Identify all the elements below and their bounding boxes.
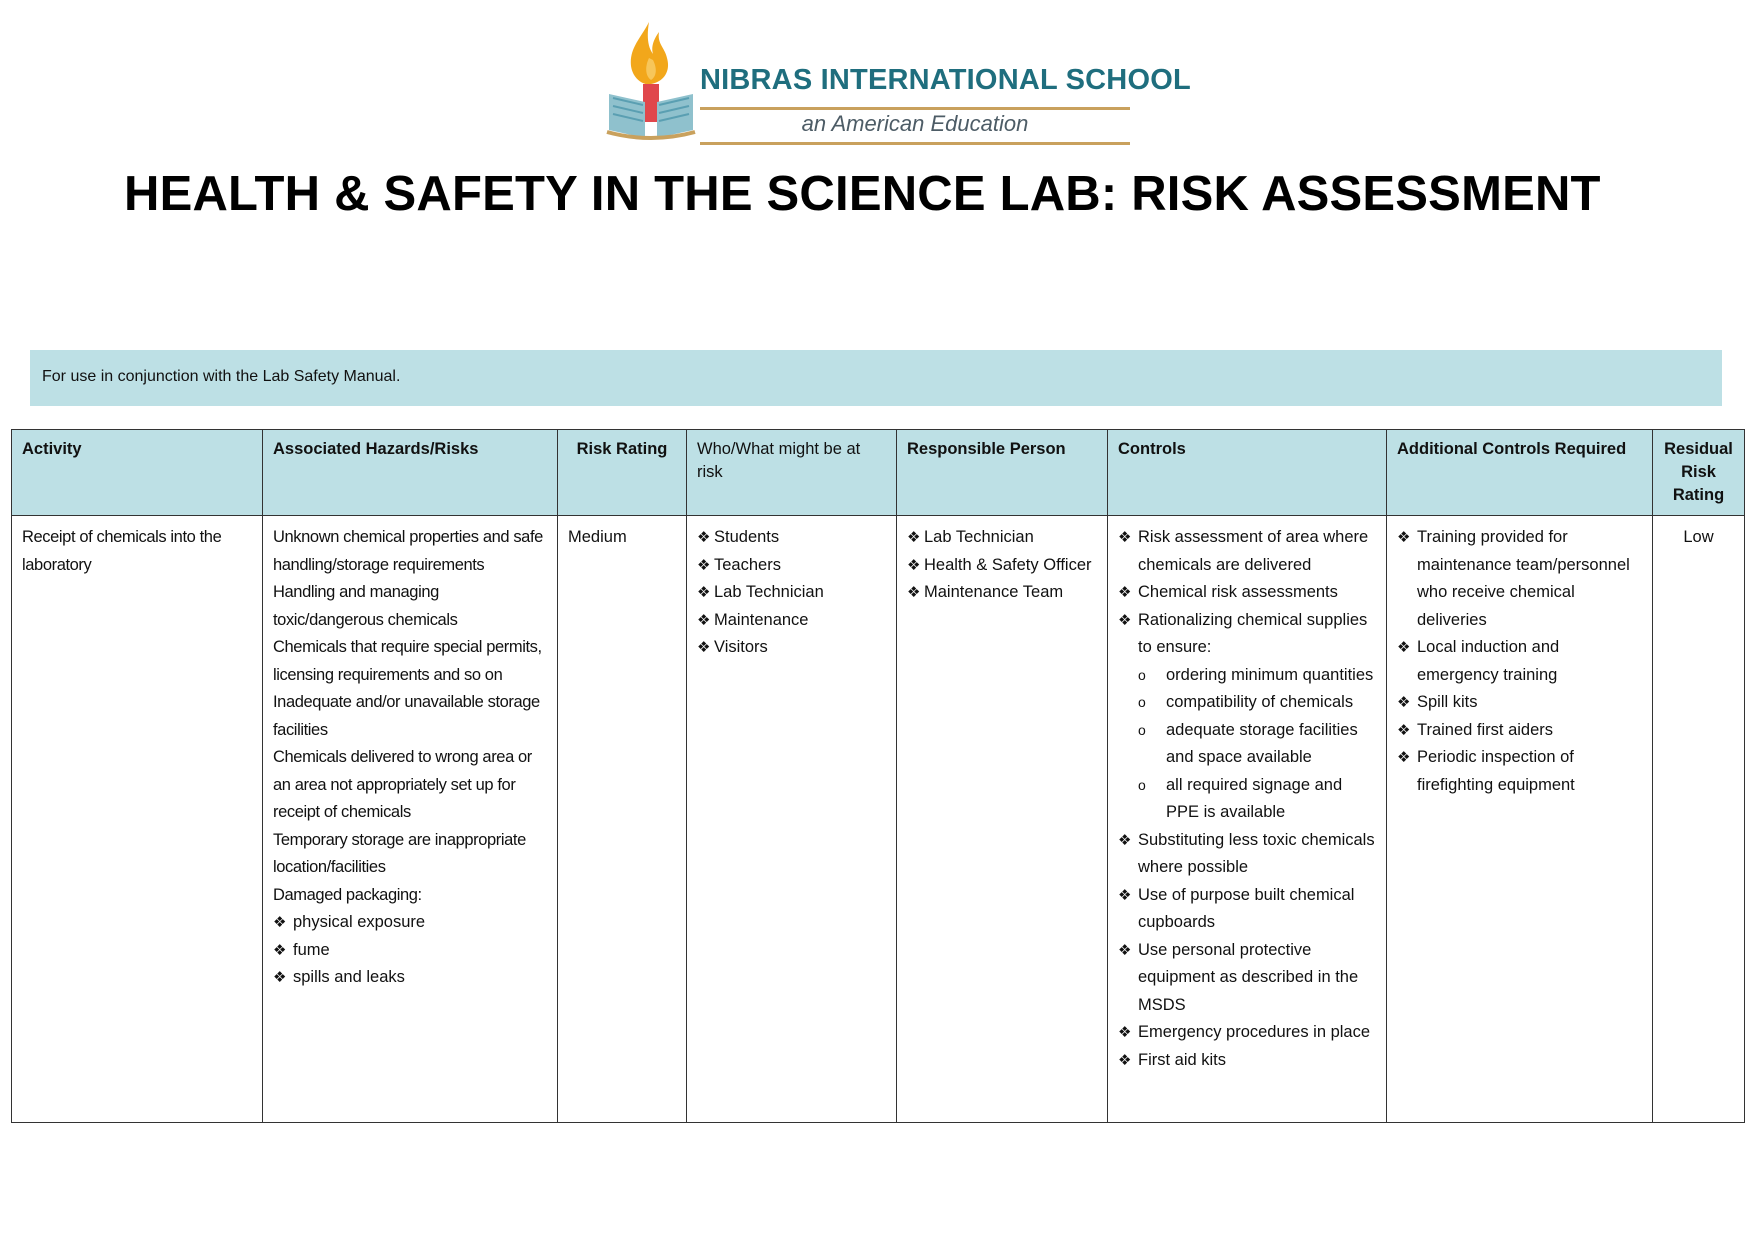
who-at-risk-list (697, 524, 886, 662)
list-item: ❖ Use of purpose built chemical cupboards (1118, 882, 1376, 937)
column-header-hazards: Associated Hazards/Risks (263, 430, 558, 516)
list-item: o ordering minimum quantities (1118, 662, 1376, 690)
column-header-risk-rating: Risk Rating (558, 430, 687, 516)
hazard-item: Chemicals that require special permits, licensing requirements and so on (273, 638, 542, 684)
list-item: o all required signage and PPE is available (1118, 772, 1376, 827)
hazard-bullet-list (273, 909, 547, 992)
school-tagline: an American Education (801, 111, 1029, 136)
list-item: o compatibility of chemicals (1118, 689, 1376, 717)
list-item: o adequate storage facilities and space available (1118, 717, 1376, 772)
hazard-item: Handling and managing toxic/dangerous chemicals (273, 583, 458, 629)
column-header-residual-risk: Residual Risk Rating (1653, 430, 1745, 516)
hazard-item: Chemicals delivered to wrong area or an area not appropriately set up for receipt of chemicals (273, 748, 532, 821)
list-item: ❖ Chemical risk assessments (1118, 579, 1376, 607)
column-header-activity: Activity (12, 430, 263, 516)
table-header-row (12, 430, 1745, 516)
list-item: ❖ First aid kits (1118, 1047, 1376, 1075)
who-at-risk-cell (687, 516, 897, 1123)
hazard-item: Inadequate and/or unavailable storage facilities (273, 693, 540, 739)
table-row (12, 516, 1745, 1123)
list-item: ❖ Local induction and emergency training (1397, 634, 1642, 689)
usage-note-text: For use in conjunction with the Lab Safety Manual. (42, 368, 401, 385)
logo-divider (700, 142, 1130, 145)
responsible-person-cell (897, 516, 1108, 1123)
controls-sub-list (1118, 662, 1376, 827)
controls-cell (1108, 516, 1387, 1123)
hazard-bullet: ❖ physical exposure (273, 909, 547, 937)
logo-divider (700, 107, 1130, 110)
activity-cell: Receipt of chemicals into the laboratory (12, 516, 263, 1123)
list-item: ❖ Lab Technician (697, 579, 886, 607)
list-item: ❖ Training provided for maintenance team/personnel who receive chemical deliveries (1397, 524, 1642, 634)
column-header-additional-controls: Additional Controls Required (1387, 430, 1653, 516)
list-item: ❖ Use personal protective equipment as described in the MSDS (1118, 937, 1376, 1020)
additional-controls-cell (1387, 516, 1653, 1123)
list-item: ❖ Students (697, 524, 886, 552)
list-item: ❖ Spill kits (1397, 689, 1642, 717)
hazards-cell (263, 516, 558, 1123)
list-item: ❖ Rationalizing chemical supplies to ensure: (1118, 607, 1376, 662)
school-name: NIBRAS INTERNATIONAL SCHOOL (700, 64, 1191, 96)
list-item: ❖ Health & Safety Officer (907, 552, 1097, 580)
list-item: ❖ Teachers (697, 552, 886, 580)
list-item: ❖ Risk assessment of area where chemicals are delivered (1118, 524, 1376, 579)
hazard-bullet: ❖ fume (273, 937, 547, 965)
list-item: ❖ Maintenance (697, 607, 886, 635)
controls-list-continued (1118, 827, 1376, 1075)
risk-assessment-table (11, 429, 1745, 1123)
page-title: HEALTH & SAFETY IN THE SCIENCE LAB: RISK ASSESSMENT (124, 167, 1601, 221)
hazard-bullet: ❖ spills and leaks (273, 964, 547, 992)
additional-controls-list (1397, 524, 1642, 799)
list-item: ❖ Lab Technician (907, 524, 1097, 552)
list-item: ❖ Visitors (697, 634, 886, 662)
hazard-item: Temporary storage are inappropriate location/facilities (273, 830, 526, 876)
list-item: ❖ Trained first aiders (1397, 717, 1642, 745)
torch-book-emblem-icon (605, 18, 697, 148)
school-logo (605, 18, 1191, 148)
hazard-item: Damaged packaging: (273, 885, 422, 904)
risk-rating-cell: Medium (558, 516, 687, 1123)
responsible-person-list (907, 524, 1097, 607)
list-item: ❖ Maintenance Team (907, 579, 1097, 607)
list-item: ❖ Emergency procedures in place (1118, 1019, 1376, 1047)
column-header-who-at-risk: Who/What might be at risk (687, 430, 897, 516)
list-item: ❖ Substituting less toxic chemicals where possible (1118, 827, 1376, 882)
list-item: ❖ Periodic inspection of firefighting equipment (1397, 744, 1642, 799)
column-header-controls: Controls (1108, 430, 1387, 516)
controls-list (1118, 524, 1376, 662)
column-header-responsible-person: Responsible Person (897, 430, 1108, 516)
usage-note-banner (30, 350, 1722, 406)
residual-risk-cell: Low (1653, 516, 1745, 1123)
hazard-item: Unknown chemical properties and safe handling/storage requirements (273, 528, 543, 574)
